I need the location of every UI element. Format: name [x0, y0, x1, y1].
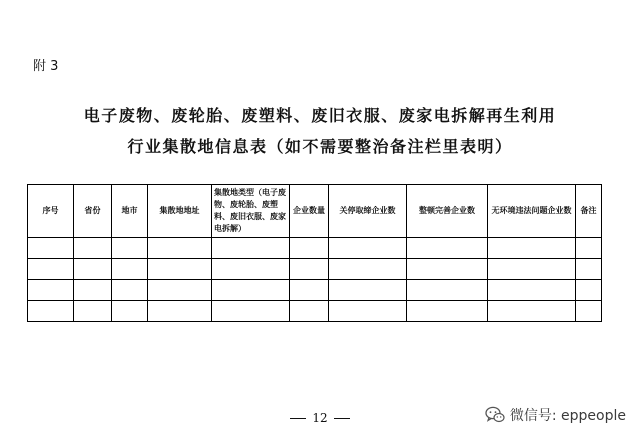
- col-header-remarks: 备注: [576, 185, 602, 238]
- table-cell: [407, 238, 488, 259]
- table-cell: [290, 238, 329, 259]
- table-row: [28, 280, 602, 301]
- table-cell: [329, 301, 407, 322]
- annex-label: 附 3: [33, 59, 59, 74]
- col-header-enterprise-count: 企业数量: [290, 185, 329, 238]
- wechat-icon: [485, 406, 505, 424]
- table-cell: [488, 280, 576, 301]
- table-cell: [28, 238, 74, 259]
- table-cell: [212, 280, 290, 301]
- table-cell: [488, 301, 576, 322]
- table-cell: [74, 259, 112, 280]
- document-title-line-1: 电子废物、废轮胎、废塑料、废旧衣服、废家电拆解再生利用: [83, 106, 557, 125]
- info-table: [27, 184, 602, 322]
- table-cell: [28, 301, 74, 322]
- col-header-serial: 序号: [28, 185, 74, 238]
- table-cell: [329, 238, 407, 259]
- table-cell: [407, 280, 488, 301]
- table-cell: [576, 301, 602, 322]
- col-header-site-type: 集散地类型（电子废物、废轮胎、废塑料、废旧衣服、废家电拆解）: [212, 185, 290, 238]
- table-row: [28, 238, 602, 259]
- table-cell: [488, 259, 576, 280]
- col-header-site-address: 集散地地址: [148, 185, 212, 238]
- table-cell: [212, 301, 290, 322]
- table-cell: [290, 259, 329, 280]
- col-header-compliant-count: 无环境违法问题企业数: [488, 185, 576, 238]
- table-cell: [407, 301, 488, 322]
- table-cell: [576, 280, 602, 301]
- table-cell: [148, 238, 212, 259]
- table-cell: [112, 259, 148, 280]
- table-cell: [290, 301, 329, 322]
- table-cell: [74, 280, 112, 301]
- table-cell: [74, 238, 112, 259]
- table-cell: [290, 280, 329, 301]
- table-row: [28, 259, 602, 280]
- table-cell: [112, 238, 148, 259]
- col-header-rectified-count: 整顿完善企业数: [407, 185, 488, 238]
- col-header-closed-count: 关停取缔企业数: [329, 185, 407, 238]
- table-cell: [576, 259, 602, 280]
- col-header-province: 省份: [74, 185, 112, 238]
- page-number-value: 12: [312, 411, 328, 425]
- table-header-row: [28, 185, 602, 238]
- watermark-text: 微信号: eppeople: [509, 408, 626, 424]
- document-title-line-2: 行业集散地信息表（如不需要整治备注栏里表明）: [127, 137, 513, 156]
- table-cell: [112, 280, 148, 301]
- table-cell: [112, 301, 148, 322]
- col-header-city: 地市: [112, 185, 148, 238]
- page-number-dash-left: [290, 418, 306, 419]
- table-row: [28, 301, 602, 322]
- wechat-watermark: [485, 405, 626, 425]
- table-cell: [212, 259, 290, 280]
- table-cell: [576, 238, 602, 259]
- table-cell: [74, 301, 112, 322]
- table-cell: [148, 301, 212, 322]
- table-cell: [488, 238, 576, 259]
- table-cell: [407, 259, 488, 280]
- table-cell: [148, 280, 212, 301]
- table-cell: [148, 259, 212, 280]
- table-cell: [329, 259, 407, 280]
- table-cell: [28, 280, 74, 301]
- table-cell: [212, 238, 290, 259]
- table-cell: [28, 259, 74, 280]
- page-number-dash-right: [334, 418, 350, 419]
- table-cell: [329, 280, 407, 301]
